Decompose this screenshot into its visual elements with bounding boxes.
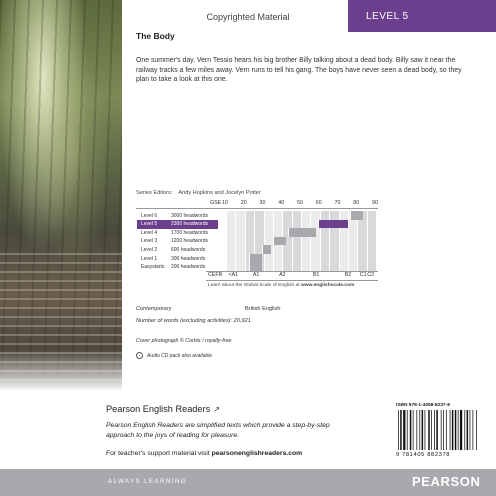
barcode-bar bbox=[476, 410, 477, 450]
gse-top-rule bbox=[136, 208, 378, 209]
gse-learn-more bbox=[208, 283, 354, 288]
footer-bar bbox=[0, 469, 496, 496]
barcode-bar bbox=[419, 410, 420, 450]
barcode-bar bbox=[428, 410, 430, 450]
cefr-level-label: A1 bbox=[252, 272, 260, 278]
barcode-bar bbox=[467, 410, 469, 450]
word-count: Number of words (excluding activities): 20,921 bbox=[136, 318, 251, 324]
cd-icon bbox=[136, 352, 143, 359]
level-badge-label: LEVEL 5 bbox=[366, 10, 409, 22]
barcode-bar bbox=[425, 410, 426, 450]
gse-level-headwords: 600 headwords bbox=[171, 246, 206, 253]
barcode-bar bbox=[436, 410, 438, 450]
gse-learn-url[interactable]: www.englishscale.com bbox=[300, 283, 355, 288]
gse-bottom-rule bbox=[206, 280, 378, 281]
barcode-bar bbox=[470, 410, 471, 450]
cefr-level-label: <A1 bbox=[228, 272, 239, 278]
audio-cd-text: Audio CD pack also available bbox=[147, 352, 213, 359]
gse-tick-label: 70 bbox=[334, 200, 341, 206]
gse-tick-label: 50 bbox=[297, 200, 303, 206]
book-blurb: One summer's day, Vern Tessio hears his big brother Billy talking about a dead body. Billy saw it near the railway tracks a few miles away. Vern runs to tell his gang. The boys have never seen a dead body, so they plan to take a look at this one. bbox=[136, 57, 462, 84]
gse-level-name: Level 6 bbox=[141, 212, 158, 219]
barcode-bar bbox=[413, 410, 414, 450]
barcode-bar bbox=[416, 410, 417, 450]
gse-level-headwords: 3000 headwords bbox=[171, 212, 208, 219]
barcode-bar bbox=[446, 410, 447, 450]
gse-tick-label: 10 bbox=[222, 200, 228, 206]
teacher-support-url[interactable]: pearsonenglishreaders.com bbox=[211, 450, 303, 457]
gse-level-headwords: 1200 headwords bbox=[171, 238, 208, 245]
barcode-bar bbox=[441, 410, 442, 450]
series-editors-label: Series Editors: bbox=[136, 190, 173, 196]
barcode-bar bbox=[400, 410, 402, 450]
barcode-bar bbox=[398, 410, 399, 450]
gse-tick-label: 20 bbox=[240, 200, 247, 206]
barcode-bar bbox=[410, 410, 412, 450]
cover-photo-credit: Cover photograph © Corbis / royalty-free bbox=[136, 338, 232, 344]
cefr-level-label: C1 bbox=[359, 272, 367, 278]
gse-tick-label: 30 bbox=[259, 200, 266, 206]
gse-learn-text: Learn about the Global Scale of English at bbox=[208, 283, 301, 288]
brand-mark-icon: ↗ bbox=[213, 404, 220, 414]
book-language: British English bbox=[245, 306, 281, 312]
barcode-bar bbox=[464, 410, 465, 450]
barcode-bar bbox=[452, 410, 454, 450]
gse-tick-label: 60 bbox=[315, 200, 322, 206]
series-brand bbox=[106, 404, 220, 414]
level-badge bbox=[348, 0, 496, 32]
gse-level-headwords: 300 headwords bbox=[171, 255, 206, 262]
gse-level-name: Level 4 bbox=[141, 229, 158, 236]
gse-level-headwords: 2300 headwords bbox=[171, 221, 208, 228]
gse-level-name: Level 3 bbox=[141, 238, 158, 245]
barcode-bar bbox=[434, 410, 435, 450]
barcode-bar bbox=[422, 410, 424, 450]
cefr-level-label: B2 bbox=[344, 272, 352, 278]
gse-level-name: Level 1 bbox=[141, 255, 158, 262]
gse-level-headwords: 200 headwords bbox=[171, 264, 206, 271]
teacher-support-prefix: For teacher's support material visit bbox=[106, 450, 212, 457]
barcode-bar bbox=[450, 410, 451, 450]
cefr-level-label: C2 bbox=[367, 272, 375, 278]
gse-tick-label: 90 bbox=[372, 200, 378, 206]
barcode-bar bbox=[473, 410, 474, 450]
isbn: ISBN 978-1-4058-8237-8 bbox=[396, 403, 450, 408]
barcode-bar bbox=[455, 410, 457, 450]
gse-level-name: Easystarts bbox=[141, 264, 165, 271]
barcode-bar bbox=[431, 410, 432, 450]
gse-tick-label: 80 bbox=[353, 200, 360, 206]
gse-level-name: Level 5 bbox=[141, 221, 158, 228]
cefr-level-label: A2 bbox=[279, 272, 286, 278]
photo-fade bbox=[0, 350, 122, 390]
footer-tagline: ALWAYS LEARNING bbox=[108, 478, 187, 485]
gse-level-chart bbox=[136, 199, 378, 292]
barcode-bar bbox=[458, 410, 459, 450]
series-description: Pearson English Readers are simplified texts which provide a step-by-step approach to the joys of reading for pleasure. bbox=[106, 422, 330, 439]
series-editors bbox=[136, 190, 261, 196]
barcode-bar bbox=[443, 410, 444, 450]
cefr-level-label: B1 bbox=[312, 272, 320, 278]
series-editors-names: Andy Hopkins and Jocelyn Potter bbox=[178, 190, 261, 196]
book-category: Contemporary bbox=[136, 306, 172, 312]
gse-level-headwords: 1700 headwords bbox=[171, 229, 208, 236]
barcode-bar bbox=[403, 410, 405, 450]
cover-photo bbox=[0, 0, 122, 390]
barcode-digits: 9 781405 882378 bbox=[396, 452, 451, 458]
barcode-bar bbox=[460, 410, 462, 450]
cefr-label: CEFR bbox=[208, 272, 223, 278]
audio-cd-note bbox=[136, 352, 212, 359]
gse-label: GSE bbox=[210, 200, 222, 206]
gse-tick-label: 40 bbox=[278, 200, 285, 206]
teacher-support bbox=[106, 450, 302, 457]
barcode bbox=[396, 410, 484, 450]
publisher-logo: PEARSON bbox=[412, 474, 481, 489]
copyright-watermark: Copyrighted Material bbox=[206, 12, 290, 22]
book-title: The Body bbox=[136, 31, 175, 41]
gse-level-name: Level 2 bbox=[141, 246, 158, 253]
barcode-bar bbox=[407, 410, 408, 450]
series-brand-name: Pearson English Readers bbox=[106, 404, 211, 414]
